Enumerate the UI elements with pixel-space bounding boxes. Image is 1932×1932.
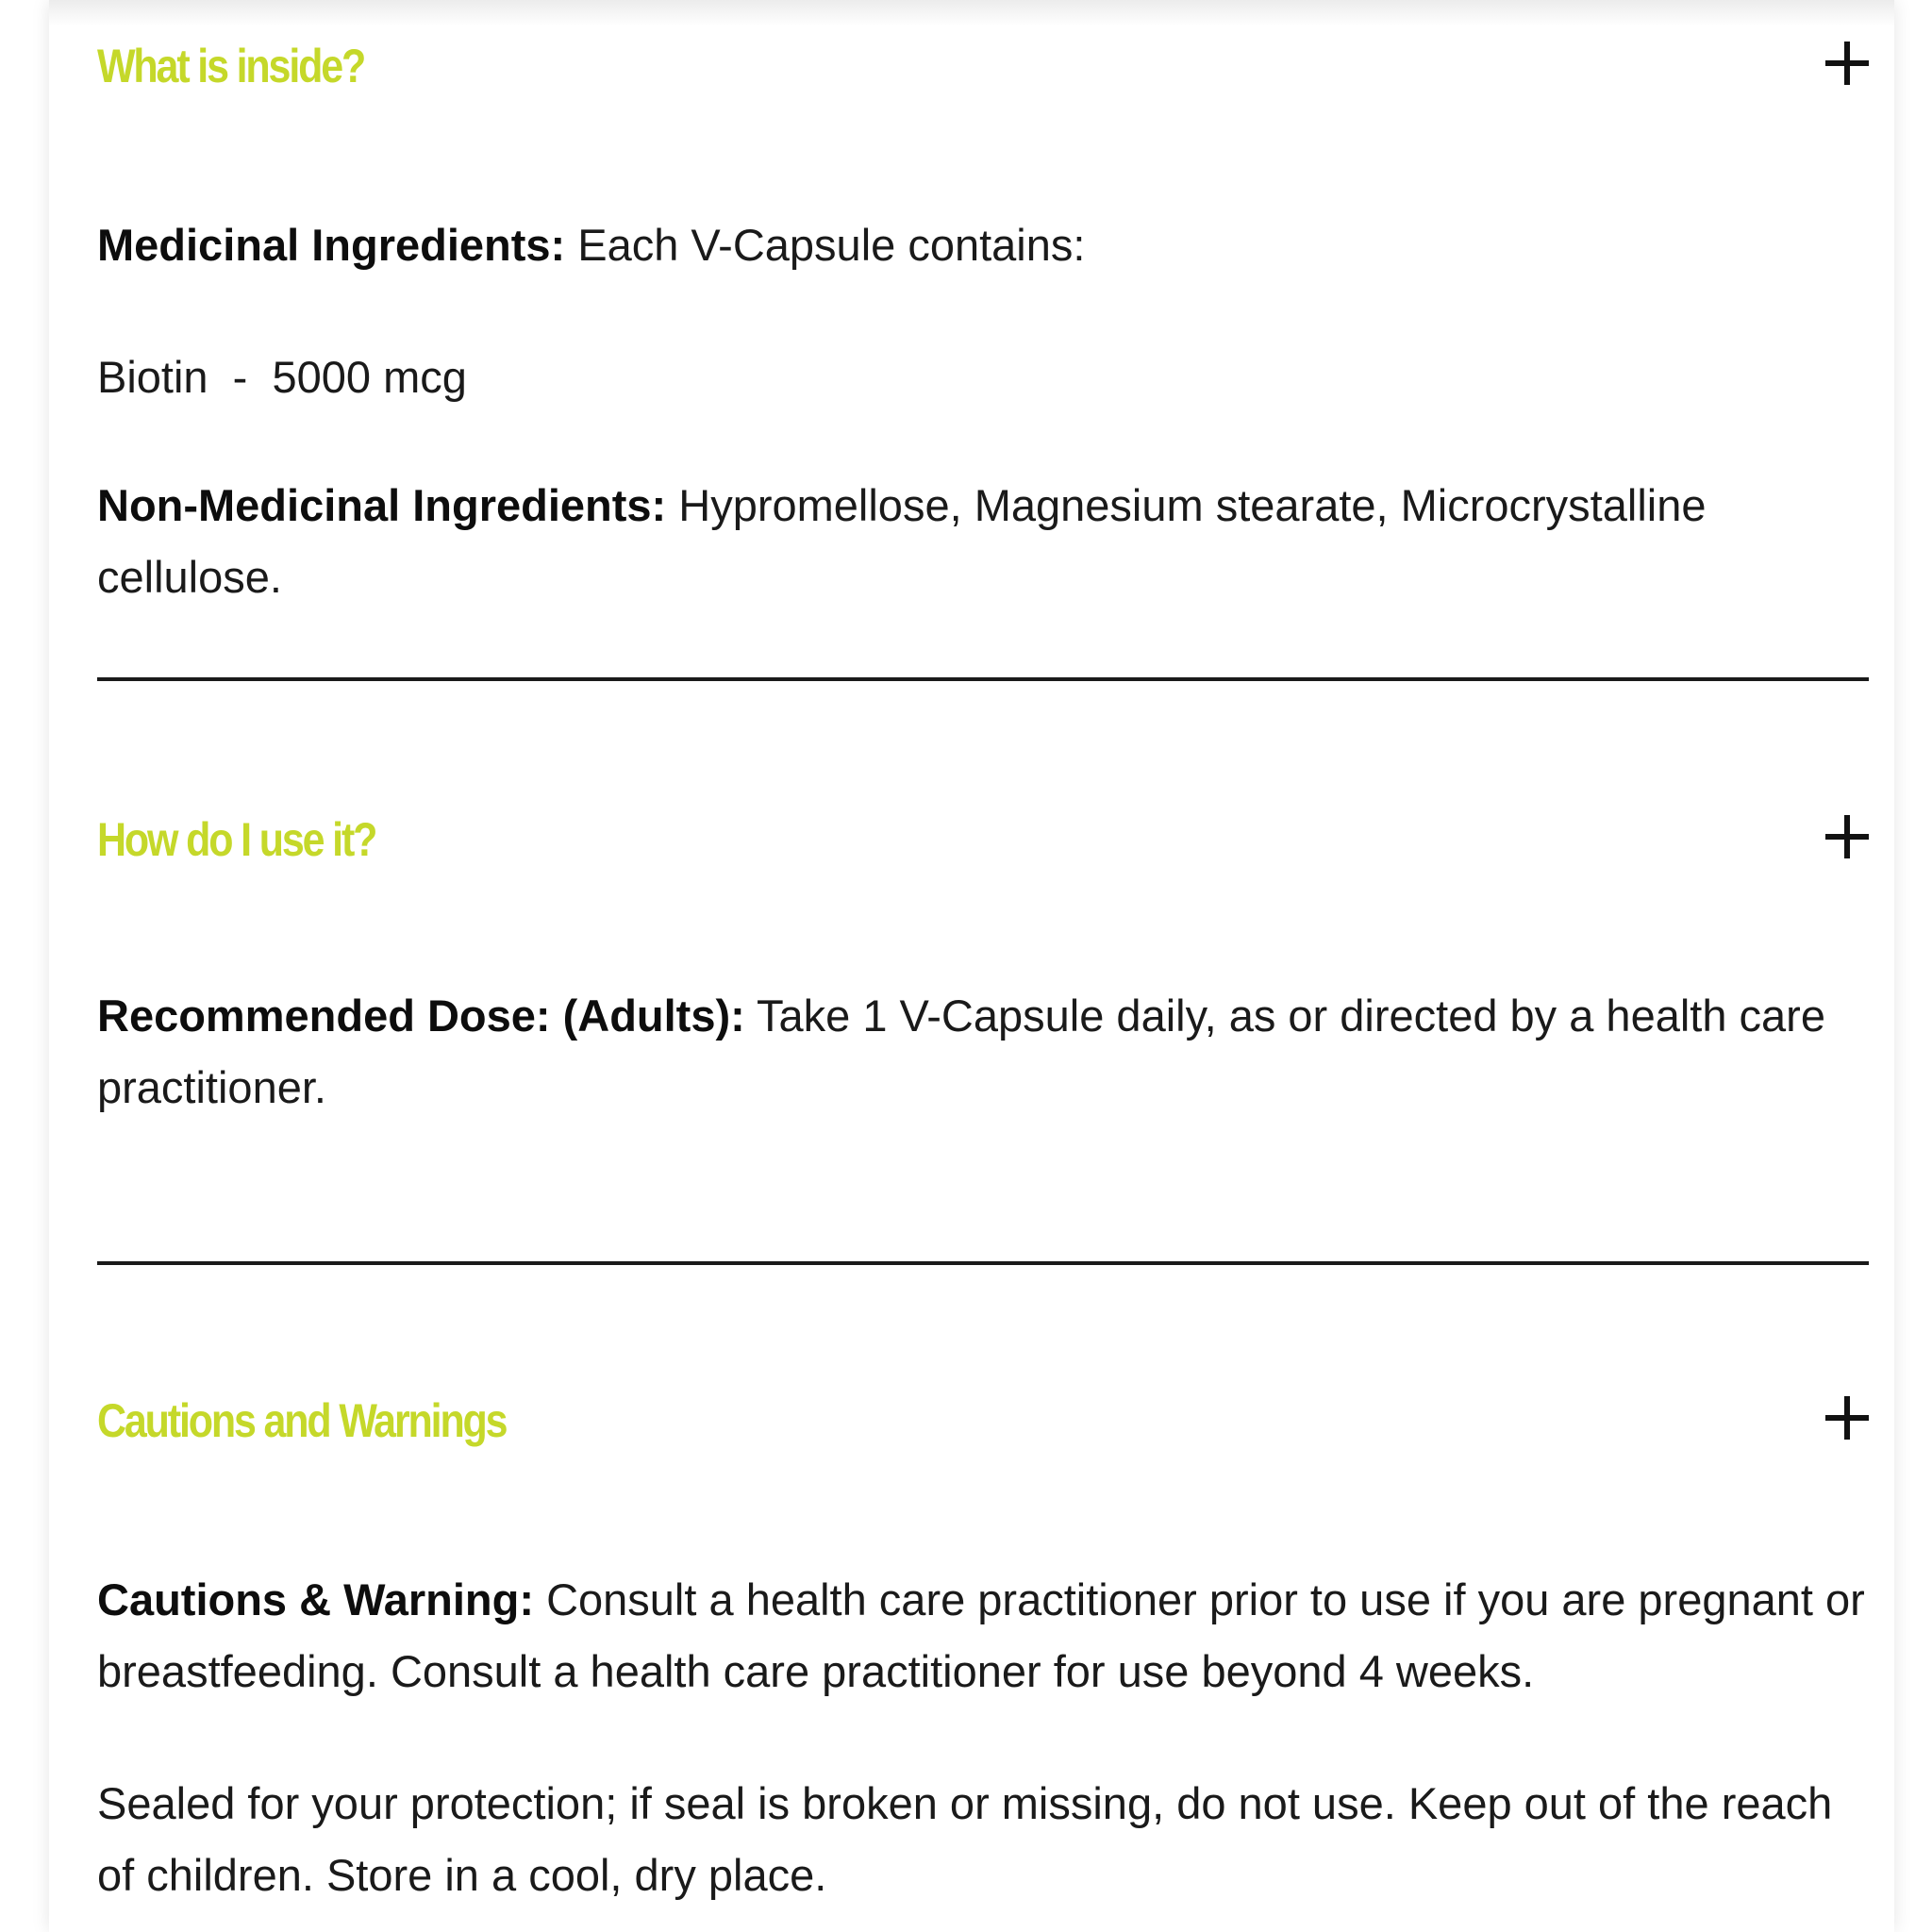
product-details-card bbox=[49, 0, 1894, 1932]
accordion-what-is-inside bbox=[97, 28, 1869, 104]
paragraph-label: Recommended Dose: (Adults): bbox=[97, 991, 745, 1041]
accordion-header-how-do-i-use-it[interactable] bbox=[97, 802, 1869, 877]
accordion-how-do-i-use-it bbox=[97, 802, 1869, 877]
recommended-dose-paragraph bbox=[97, 980, 1869, 1124]
plus-icon[interactable] bbox=[1825, 42, 1869, 85]
paragraph-text: Biotin - 5000 mcg bbox=[97, 352, 467, 402]
biotin-line bbox=[97, 341, 1869, 413]
paragraph-label: Non-Medicinal Ingredients: bbox=[97, 480, 667, 530]
non-medicinal-ingredients-paragraph bbox=[97, 470, 1869, 613]
plus-icon[interactable] bbox=[1825, 1396, 1869, 1440]
accordion-header-cautions-and-warnings[interactable] bbox=[97, 1383, 1869, 1458]
section-title: What is inside? bbox=[97, 40, 365, 92]
paragraph-text: Each V-Capsule contains: bbox=[565, 220, 1086, 270]
medicinal-ingredients-paragraph bbox=[97, 209, 1869, 281]
paragraph-text: Hypromellose, Magnesium stearate, Microcrystalline cellulose. bbox=[97, 480, 1707, 602]
paragraph-text: Sealed for your protection; if seal is broken or missing, do not use. Keep out of the reach of children. Store in a cool, dry place. bbox=[97, 1778, 1833, 1900]
storage-paragraph bbox=[97, 1768, 1869, 1911]
section-title: Cautions and Warnings bbox=[97, 1394, 507, 1447]
paragraph-text: Take 1 V-Capsule daily, as or directed by a health care practitioner. bbox=[97, 991, 1825, 1112]
section-divider bbox=[97, 677, 1869, 681]
paragraph-label: Cautions & Warning: bbox=[97, 1574, 535, 1624]
section-title: How do I use it? bbox=[97, 813, 376, 866]
paragraph-text: Consult a health care practitioner prior to use if you are pregnant or breastfeeding. Consult a health care practitioner for use beyond 4 weeks. bbox=[97, 1574, 1865, 1696]
section-divider bbox=[97, 1261, 1869, 1265]
accordion-header-what-is-inside[interactable] bbox=[97, 28, 1869, 104]
cautions-paragraph bbox=[97, 1564, 1869, 1707]
paragraph-label: Medicinal Ingredients: bbox=[97, 220, 566, 270]
plus-icon[interactable] bbox=[1825, 815, 1869, 858]
accordion-cautions-and-warnings bbox=[97, 1383, 1869, 1458]
